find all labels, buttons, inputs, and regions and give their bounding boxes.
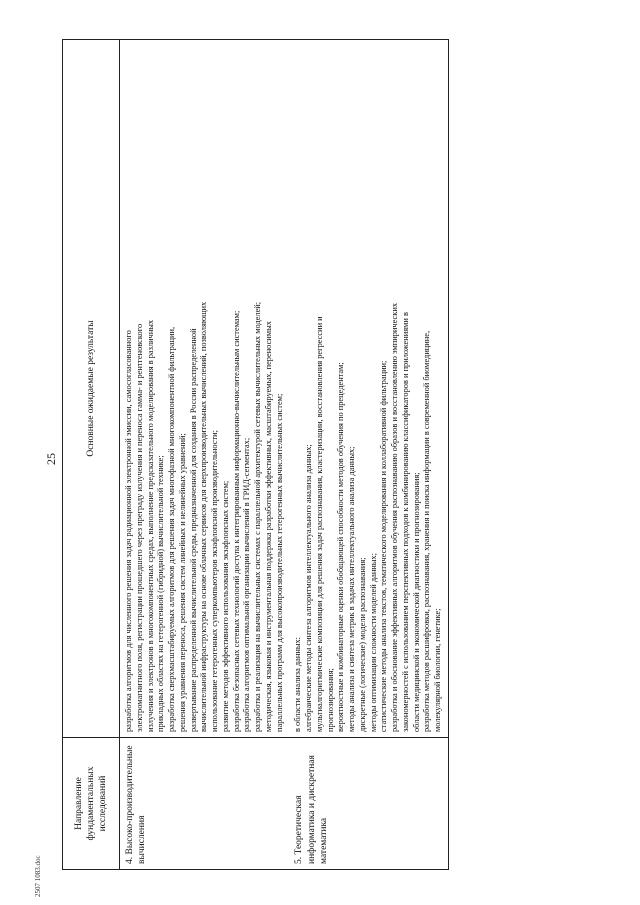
result-line: методы анализа и синтеза метрик в задачах интеллектуального анализа данных; (347, 446, 356, 732)
document-code: 2507 1083.doc (34, 855, 42, 897)
table-row (289, 40, 448, 870)
result-line: развертывание распределенной вычислительной среды, предназначенной для создания в России распределенной (188, 328, 198, 732)
result-line: в области анализа данных: (293, 637, 303, 732)
result-line: разработка и обоснование эффективных алгоритмов обучения распознаванию образов и восстановлению эмпирических (390, 302, 399, 732)
research-table (62, 39, 449, 870)
result-line: решения уравнения переноса, решения систем линейных и нелинейных уравнений; (177, 433, 187, 732)
table-row (120, 40, 290, 870)
result-line: области медицинской и экономической диагностики и прогнозирования; (411, 472, 421, 732)
result-line: молекулярной биологии, генетике; (433, 608, 442, 732)
result-line: использование гетерогенных суперкомпьютеров экзафлопсной производительности; (210, 430, 219, 732)
page-number: 25 (44, 453, 58, 465)
header-expected-results: Основные ожидаемые результаты (63, 40, 120, 738)
result-line: излучения и электронов в многокомпонентных средах, выполнение предсказательного моделирования в различных (145, 319, 155, 732)
expected-results-cell (289, 40, 448, 738)
result-line: параллельных программ для высокопроизводительных гетерогенных вычислительных систем; (274, 393, 284, 732)
result-line: мультиалгоритмические композиции для решения задач распознавания, кластеризации, восстановления регрессии и (314, 316, 324, 732)
research-area-name: 4. Высоко-производительные вычисления (120, 738, 290, 870)
result-line: методическая, языковая и инструментальная поддержка разработки эффективных, масштабируемых, переносимых (263, 321, 273, 732)
result-line: закономерностей с использованием перспективных подходов к комбинированию классификаторов и приложениями в (400, 312, 410, 732)
result-line: дискретные (логические) модели распознавания; (357, 557, 367, 732)
result-line: разработка безопасных сетевых технологий доступа к интегрированным информационно-вычислительным системам; (231, 310, 241, 732)
result-line: разработка методов расшифровки, распознавания, хранения и поиска информации в современной биомедицине, (422, 330, 432, 732)
result-line: алгебраические методы синтеза алгоритмов интеллектуального анализа данных; (304, 444, 313, 732)
result-line: прогнозирования; (325, 668, 335, 732)
header-research-area: Направление фундаментальных исследований (63, 738, 120, 870)
result-line: разработка сверхмасштабируемых алгоритмов для решения задач многофазной многокомпонентной фильтрации, (167, 326, 176, 732)
result-line: вычислительной инфраструктуры на основе облачных сервисов для сверхпроизводительных вычислений, позволяющих (199, 301, 209, 732)
result-line: статистические методы анализа текстов, тематического моделирования и коллаборативной фильтрации; (379, 360, 389, 732)
result-line: методы оптимизации сложности моделей данных; (368, 553, 378, 732)
table-header-row (63, 40, 120, 870)
research-area-name: 5. Теоретическая информатика и дискретная математика (289, 738, 448, 870)
result-line: разработка алгоритмов оптимальной организации вычислений в ГРИД-сегментах; (242, 437, 252, 732)
result-line: разработка и реализация на вычислительных системах с параллельной архитектурой сетевых вычислительных моделей; (253, 301, 262, 732)
result-line: электромагнитного поля, регистрации прошедшего через преграду излучения и переноса гамма- и рентгеновского (134, 323, 144, 732)
result-line: вероятностные и комбинаторные оценки обобщающей способности методов обучения по прецедентам; (336, 362, 346, 732)
expected-results-cell (120, 40, 290, 738)
result-line: разработка алгоритмов для численного решения задач радиационной электронной эмиссии, самосогласованного (124, 330, 133, 732)
result-line: развитие методов эффективного использования экзафлопсных систем; (220, 480, 230, 732)
result-line: прикладных областях на гетерогенной (гибридной) вычислительной технике; (156, 455, 166, 732)
